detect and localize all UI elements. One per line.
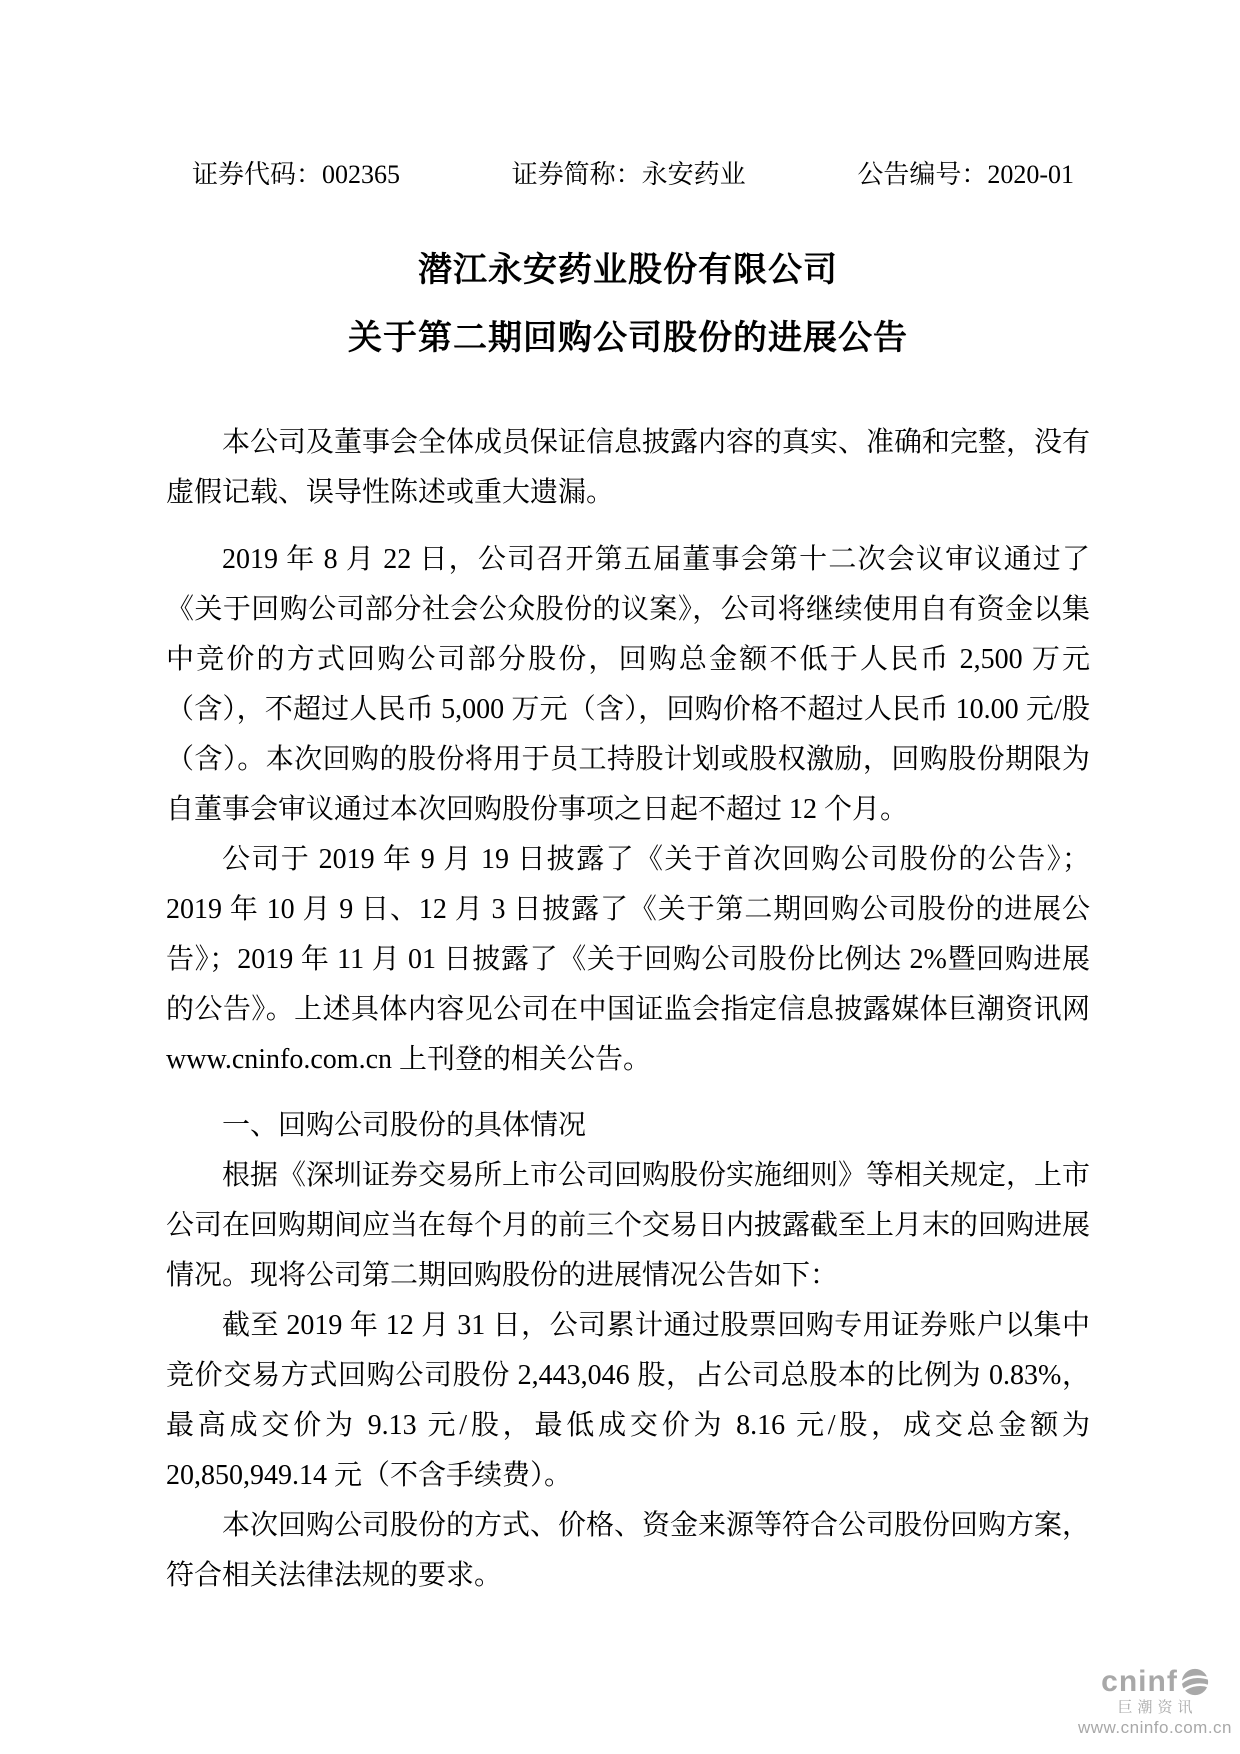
disclaimer-paragraph: 本公司及董事会全体成员保证信息披露内容的真实、准确和完整，没有虚假记载、误导性陈述或重大遗漏。	[166, 427, 1091, 508]
cninfo-logo-text: cninf	[1101, 1665, 1178, 1698]
cninfo-globe-icon	[1181, 1668, 1209, 1696]
cninfo-logo-url: www.cninfo.com.cn	[1078, 1718, 1232, 1737]
announcement-number-label: 公告编号：2020-01	[857, 160, 1074, 189]
company-name-title: 潜江永安药业股份有限公司	[418, 251, 838, 289]
paragraph-prior-disclosures: 公司于 2019 年 9 月 19 日披露了《关于首次回购公司股份的公告》；2019 年 10 月 9 日、12 月 3 日披露了《关于第二期回购公司股份的进展公告》；2019 年 11 月 01 日披露了《关于回购公司股份比例达 2%暨回购进展的公告》。上述具体内容见公司在中国证监会指定信息披露媒体巨潮资讯网 www.cninfo.com.cn 上刊登的相关公告。	[166, 844, 1090, 1075]
paragraph-compliance: 本次回购公司股份的方式、价格、资金来源等符合公司股份回购方案，符合相关法律法规的要求。	[166, 1510, 1091, 1591]
paragraph-buyback-progress: 截至 2019 年 12 月 31 日，公司累计通过股票回购专用证券账户以集中竞价交易方式回购公司股份 2,443,046 股，占公司总股本的比例为 0.83%，最高成交价为 9.13 元/股，最低成交价为 8.16 元/股，成交总金额为 20,850,949.14 元（不含手续费）。	[166, 1310, 1090, 1491]
section-1-heading: 一、回购公司股份的具体情况	[222, 1110, 587, 1141]
paragraph-board-meeting: 2019 年 8 月 22 日，公司召开第五届董事会第十二次会议审议通过了《关于回购公司部分社会公众股份的议案》，公司将继续使用自有资金以集中竞价的方式回购公司部分股份，回购总金额不低于人民币 2,500 万元（含），不超过人民币 5,000 万元（含），回购价格不超过人民币 10.00 元/股（含）。本次回购的股份将用于员工持股计划或股权激励，回购股份期限为自董事会审议通过本次回购股份事项之日起不超过 12 个月。	[166, 544, 1090, 825]
paragraph-rules-basis: 根据《深圳证券交易所上市公司回购股份实施细则》等相关规定，上市公司在回购期间应当在每个月的前三个交易日内披露截至上月末的回购进展情况。现将公司第二期回购股份的进展情况公告如下：	[166, 1160, 1091, 1291]
announcement-subject-title: 关于第二期回购公司股份的进展公告	[348, 319, 908, 357]
cninfo-logo	[1078, 1667, 1232, 1736]
stock-code-label: 证券代码：002365	[192, 160, 401, 189]
cninfo-logo-brand-row	[1101, 1667, 1209, 1697]
cninfo-logo-chinese-name: 巨潮资讯	[1117, 1699, 1198, 1716]
doc-header	[166, 160, 1090, 190]
stock-short-name-label: 证券简称：永安药业	[511, 160, 746, 189]
